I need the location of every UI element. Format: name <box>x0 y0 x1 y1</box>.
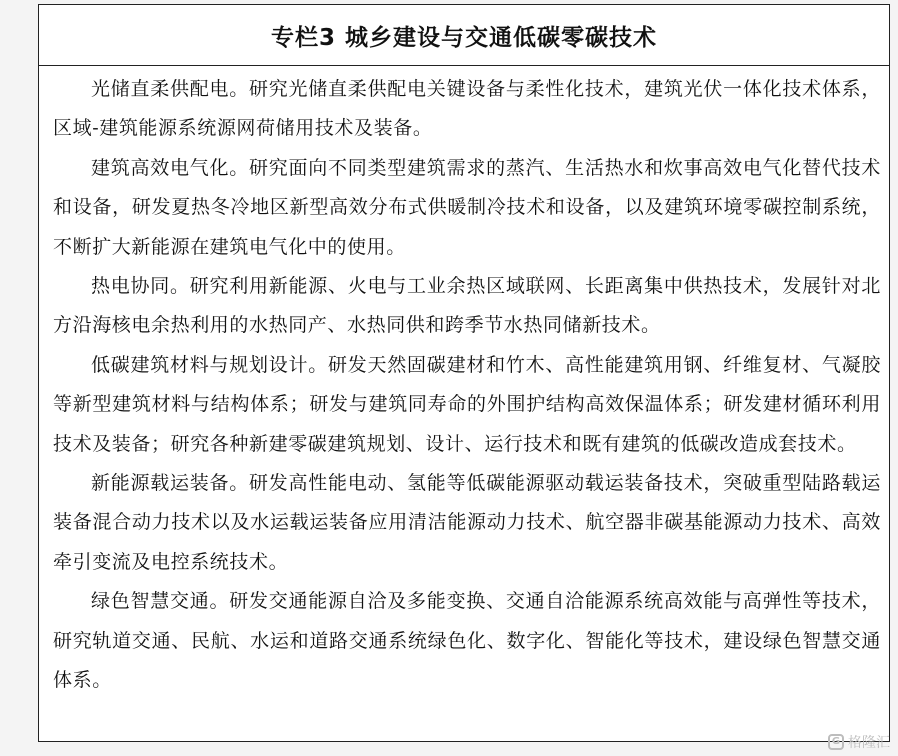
paragraph-new-energy-vehicles: 新能源载运装备。研发高性能电动、氢能等低碳能源驱动载运装备技术，突破重型陆路载运装备混合动力技术以及水运载运装备应用清洁能源动力技术、航空器非碳基能源动力技术、高效牵引变流及电控系统技术。 <box>53 472 881 573</box>
paragraph-building-electrification: 建筑高效电气化。研究面向不同类型建筑需求的蒸汽、生活热水和炊事高效电气化替代技术和设备，研发夏热冬冷地区新型高效分布式供暖制冷技术和设备，以及建筑环境零碳控制系统，不断扩大新能源在建筑电气化中的使用。 <box>53 156 881 258</box>
watermark-logo-icon: G <box>828 734 844 750</box>
watermark <box>828 732 890 752</box>
paragraph-low-carbon-materials: 低碳建筑材料与规划设计。研发天然固碳建材和竹木、高性能建筑用钢、纤维复材、气凝胶等新型建筑材料与结构体系；研发与建筑同寿命的外围护结构高效保温体系；研发建材循环利用技术及装备；研究各种新建零碳建筑规划、设计、运行技术和既有建筑的低碳改造成套技术。 <box>53 353 881 455</box>
paragraph-green-smart-transport: 绿色智慧交通。研发交通能源自洽及多能变换、交通自洽能源系统高效能与高弹性等技术，研究轨道交通、民航、水运和道路交通系统绿色化、数字化、智能化等技术，建设绿色智慧交通体系。 <box>53 590 881 692</box>
paragraph-heat-power-synergy: 热电协同。研究利用新能源、火电与工业余热区域联网、长距离集中供热技术，发展针对北方沿海核电余热利用的水热同产、水热同供和跨季节水热同储新技术。 <box>53 275 881 337</box>
page-margin <box>0 0 38 756</box>
column-body <box>39 66 889 701</box>
column-box <box>38 4 890 742</box>
paragraph-pv-storage: 光储直柔供配电。研究光储直柔供配电关键设备与柔性化技术，建筑光伏一体化技术体系，区域-建筑能源系统源网荷储用技术及装备。 <box>53 78 881 140</box>
column-title: 专栏3 城乡建设与交通低碳零碳技术 <box>39 5 889 66</box>
watermark-text: 格隆汇 <box>848 735 890 751</box>
